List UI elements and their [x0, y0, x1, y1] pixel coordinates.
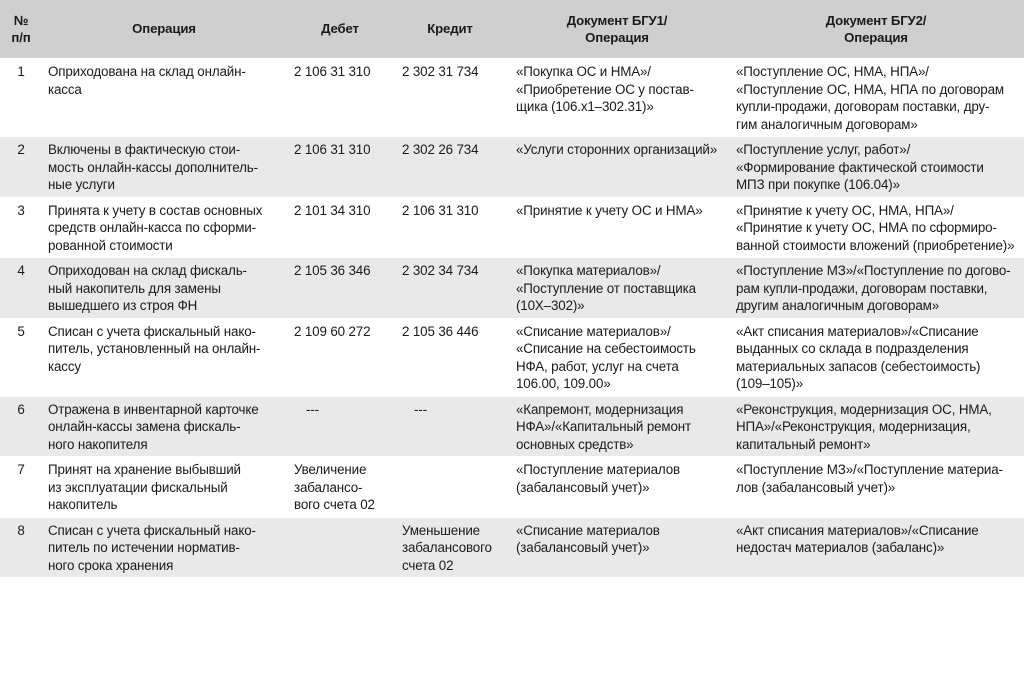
row-credit: 2 302 31 734 — [394, 59, 506, 137]
row-bgu2: «Реконструкция, модернизация ОС, НМА, НПА»/«Реконструкция, модернизация, капитальный ремонт» — [728, 396, 1024, 457]
row-credit: 2 106 31 310 — [394, 197, 506, 258]
row-num: 1 — [0, 59, 42, 137]
row-bgu2: «Акт списания материалов»/«Списание недостач материалов (забаланс)» — [728, 517, 1024, 577]
row-debit: 2 101 34 310 — [286, 197, 394, 258]
row-operation: Списан с учета фискальный нако- питель, установленный на онлайн- кассу — [42, 318, 286, 396]
row-operation: Отражена в инвентарной карточке онлайн-кассы замена фискаль- ного накопителя — [42, 396, 286, 457]
row-bgu2: «Акт списания материалов»/«Списание выданных со склада в подразделения материальных запасов (себестоимость) (109–105)» — [728, 318, 1024, 396]
row-bgu2: «Поступление ОС, НМА, НПА»/ «Поступление ОС, НМА, НПА по договорам купли-продажи, договорам поставки, дру- гим аналогичным договорам» — [728, 59, 1024, 137]
header-operation: Операция — [42, 0, 286, 59]
table-row — [0, 396, 1024, 457]
row-operation: Оприходована на склад онлайн- касса — [42, 59, 286, 137]
row-debit: 2 106 31 310 — [286, 137, 394, 198]
row-bgu1: «Списание материалов»/ «Списание на себестоимость НФА, работ, услуг на счета 106.00, 109.00» — [506, 318, 728, 396]
table-row — [0, 318, 1024, 396]
header-credit: Кредит — [394, 0, 506, 59]
row-debit — [286, 517, 394, 577]
row-bgu1: «Списание материалов (забалансовый учет)» — [506, 517, 728, 577]
empty-dash: --- — [306, 401, 319, 417]
row-bgu2: «Поступление МЗ»/«Поступление материа- лов (забалансовый учет)» — [728, 457, 1024, 518]
row-num: 6 — [0, 396, 42, 457]
row-num: 4 — [0, 258, 42, 319]
table-row — [0, 517, 1024, 577]
row-num: 8 — [0, 517, 42, 577]
row-bgu1: «Покупка материалов»/ «Поступление от поставщика (10Х–302)» — [506, 258, 728, 319]
row-bgu2: «Поступление услуг, работ»/ «Формирование фактической стоимости МПЗ при покупке (106.04)» — [728, 137, 1024, 198]
table-header-row — [0, 0, 1024, 59]
row-bgu2: «Поступление МЗ»/«Поступление по догово- рам купли-продажи, договорам поставки, другим аналогичным договорам» — [728, 258, 1024, 319]
row-bgu1: «Принятие к учету ОС и НМА» — [506, 197, 728, 258]
row-operation: Принята к учету в состав основных средств онлайн-касса по сформи- рованной стоимости — [42, 197, 286, 258]
row-num: 2 — [0, 137, 42, 198]
header-bgu1: Документ БГУ1/ Операция — [506, 0, 728, 59]
row-debit — [286, 396, 394, 457]
row-bgu1: «Капремонт, модернизация НФА»/«Капитальный ремонт основных средств» — [506, 396, 728, 457]
row-bgu2: «Принятие к учету ОС, НМА, НПА»/ «Принятие к учету ОС, НМА по сформиро- ванной стоимости вложений (приобретение)» — [728, 197, 1024, 258]
row-credit: 2 302 26 734 — [394, 137, 506, 198]
row-credit: 2 105 36 446 — [394, 318, 506, 396]
header-debit: Дебет — [286, 0, 394, 59]
row-debit: 2 109 60 272 — [286, 318, 394, 396]
table-row — [0, 258, 1024, 319]
row-debit: Увеличение забалансо- вого счета 02 — [286, 457, 394, 518]
row-bgu1: «Покупка ОС и НМА»/ «Приобретение ОС у постав- щика (106.х1–302.31)» — [506, 59, 728, 137]
row-bgu1: «Поступление материалов (забалансовый учет)» — [506, 457, 728, 518]
row-operation: Включены в фактическую стои- мость онлайн-кассы дополнитель- ные услуги — [42, 137, 286, 198]
row-operation: Списан с учета фискальный нако- питель по истечении норматив- ного срока хранения — [42, 517, 286, 577]
header-num: № п/п — [0, 0, 42, 59]
row-num: 5 — [0, 318, 42, 396]
row-credit — [394, 457, 506, 518]
empty-dash: --- — [414, 401, 427, 417]
row-bgu1: «Услуги сторонних организаций» — [506, 137, 728, 198]
row-debit: 2 106 31 310 — [286, 59, 394, 137]
row-num: 3 — [0, 197, 42, 258]
table-row — [0, 197, 1024, 258]
table-row — [0, 457, 1024, 518]
table-row — [0, 137, 1024, 198]
row-operation: Оприходован на склад фискаль- ный накопитель для замены вышедшего из строя ФН — [42, 258, 286, 319]
table-row — [0, 59, 1024, 137]
row-num: 7 — [0, 457, 42, 518]
row-credit — [394, 396, 506, 457]
row-debit: 2 105 36 346 — [286, 258, 394, 319]
row-credit: Уменьшение забалансового счета 02 — [394, 517, 506, 577]
row-credit: 2 302 34 734 — [394, 258, 506, 319]
row-operation: Принят на хранение выбывший из эксплуатации фискальный накопитель — [42, 457, 286, 518]
header-bgu2: Документ БГУ2/ Операция — [728, 0, 1024, 59]
